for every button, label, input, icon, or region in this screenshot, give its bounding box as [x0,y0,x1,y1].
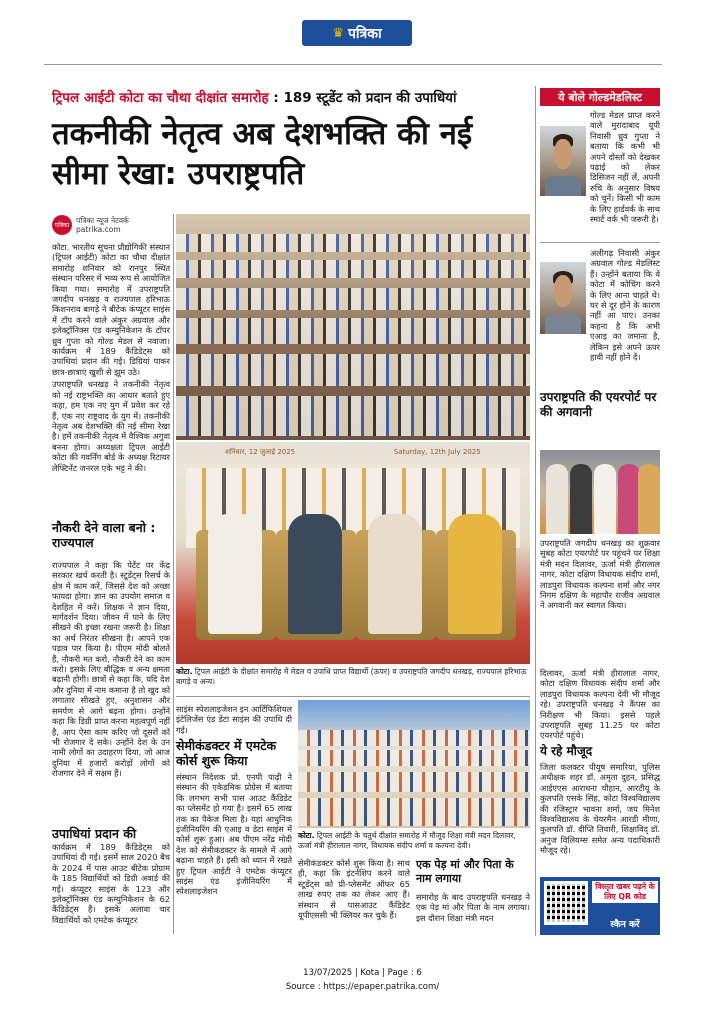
mid-column-body: संस्थान निदेशक प्रो. एनपी पाढ़ी ने संस्थान की एकेडमिक प्रोग्रेस में बताया कि लगभग सभी पास आउट कैंडिडेट का प्लेसमेंट हो गया है। इसमें 65 लाख तक का पैकेज मिला है। यहां आधुनिक इंजीनियरिंग की एआइ व डेटा साइंस में कोर्स शुरू हुआ। अब पीएम नरेंद्र मोदी देश को सेमीकंडक्टर के मामले में आगे बढ़ाना चाहते हैं। इसी को ध्यान में रखते हुए ट्रिपल आईटी ने एमटेक कंप्यूटर साइंस एंड इंजीनियरिंग में स्पेशलाइजेशन [176,772,292,897]
main-photo-caption: कोटा. ट्रिपल आईटी के दीक्षांत समारोह में मेडल व उपाधि प्राप्त विद्यार्थी (ऊपर) व उपराष्ट्रपति जगदीप धनखड़, राज्यपाल हरिभाऊ बागड़े व अन्य। [176,667,527,686]
article-paragraph: उपराष्ट्रपति धनखड़ ने तकनीकी नेतृत्व को नई राष्ट्रभक्ति का आधार बताते हुए कहा, हम एक नए युग में प्रवेश कर रहे हैं, एक नए राष्ट्रवाद के युग में। तकनीकी नेतृत्व अब देशभक्ति की नई सीमा रेखा है। हमें तकनीकी नेतृत्व में वैश्विक अगुवा बनना होगा। अध्यक्षता ट्रिपल आईटी कोटा की गवर्निंग बोर्ड के अध्यक्ष रिटायर लेफ्टिनेंट जनरल एके भट्ट ने की। [52,379,170,473]
byline-logo: पत्रिका [52,215,72,235]
article-column-1b [52,560,170,822]
qr-promo-text: विस्तृत खबर पढ़ने के लिए QR कोड [592,881,658,903]
sidebar-gold2: अलीगढ़ निवासी अंकुर अग्रवाल गोल्ड मेडलिस्ट हैं। उन्होंने बताया कि वे कोटा में कोचिंग करने के लिए आना चाहते थे। घर से दूर होने के कारण नहीं आ पाए। उनका कहना है कि अभी एआइ का जमाना है, लेकिन इसे अपने ऊपर हावी नहीं होने दें। [590,248,660,363]
qr-code-icon[interactable] [544,881,588,925]
photo-banner-hindi-date: शनिवार, 12 जुलाई 2025 [225,447,296,456]
qr-promo-box[interactable] [540,877,660,935]
photo-graduates-hall [176,214,530,440]
byline [52,214,172,236]
masthead-logo[interactable] [302,20,412,46]
sidebar-airport-text-2: दिलावर, ऊर्जा मंत्री हीरालाल नागर, कोटा दक्षिण विधायक संदीप शर्मा और लाडपुरा विधायक कल्पना देवी भी मौजूद रहे। उपराष्ट्रपति धनखड़ ने कैंपस का निरीक्षण भी किया। इससे पहले उपराष्ट्रपति सुबह 11.25 पर कोटा एयरपोर्ट पहुंचे। [540,668,660,741]
subhead-airport: उपराष्ट्रपति की एयरपोर्ट पर की अगवानी [540,390,657,419]
photo-audience-ministers [298,700,530,828]
mid-column-top: साइंस स्पेशलाइजेशन इन आर्टिफिशियल इंटेलिजेंस एंड डेटा साइंस की उपाधि दी गई। [176,704,292,735]
mid-column-2: सेमीकंडक्टर कोर्स शुरू किया है। साथ ही, कहा कि इंटर्नशिप करने वाले स्टूडेंट्स को प्री-प्लेसमेंट ऑफर 65 लाख रुपए तक का लेकर आए हैं। संस्थान से पासआउट कैंडिडेट यूपीएससी भी क्लियर कर चुके हैं। [298,858,410,921]
byline-source: पत्रिका न्यूज नेटवर्क [76,216,129,225]
subhead-semiconductor: सेमीकंडक्टर में एमटेक कोर्स शुरू किया [176,738,277,768]
sidebar-header: ये बोले गोल्डमेडलिस्ट [540,88,660,106]
subhead-degrees: उपाधियां प्रदान की [52,826,137,841]
audience-photo-caption: कोटा. ट्रिपल आईटी के चतुर्थ दीक्षांत समारोह में मौजूद शिक्षा मंत्री मदन दिलावर, ऊर्जा मंत्री हीरालाल नागर, विधायक संदीप शर्मा व कल्पना देवी। [298,831,516,850]
tree-text: समारोह के बाद उपराष्ट्रपति धनखड़ ने एक पेड़ मां और पिता के नाम लगाया। इस दौरान शिक्षा मंत्री मदन [416,892,530,923]
footer-date-page: 13/07/2025 | Kota | Page : 6 [303,968,422,978]
page-headline: तकनीकी नेतृत्व अब देशभक्ति की नई सीमा रेखा: उपराष्ट्रपति [52,116,473,192]
subhead-tree: एक पेड़ मां और पिता के नाम लगाया [416,858,514,885]
sidebar-present-text: जिला कलक्टर पीयूष समारिया, पुलिस अधीक्षक शहर डॉ. अमृता दुहन, प्रसिद्ध आईएएस आराधना चौहान, आरटीयू के कुलपति एसके सिंह, कोटा विश्वविद्यालय की रजिस्ट्रार भावना शर्मा, जय मिनेश विश्वविद्यालय के चेयरमैन आरडी मीणा, कुलपति डॉ. दीप्ति तिवारी, शिक्षाविद् डॉ. अनुज विलियम्स समेत अन्य पदाधिकारी मौजूद रहे। [540,762,660,856]
photo-banner-english-date: Saturday, 12th July 2025 [393,448,481,456]
article-paragraph: राज्यपाल ने कहा कि पेटेंट पर केंद्र सरकार खर्च करती है। स्टूडेंट्स रिसर्च के क्षेत्र में काम करें, जिससे देश को अच्छा फायदा होगा। ज्ञान का उपयोग समाज व देशहित में करें। शिक्षक ने ज्ञान दिया, मार्गदर्शन दिया। जीवन में पाने के लिए सीखने की इच्छा रखना जरूरी है। शिक्षा का अर्थ निरंतर सीखना है। आपने एक पड़ाव पार किया है। पीएम मोदी बोलते हैं, नौकरी मत करो, नौकरी देने का काम करो। इसके लिए बौद्धिक व अन्य क्षमता बढ़ानी होगी। छात्रों से कहा कि, यदि देश और दुनिया में नाम कमाना है तो खुद को लगातार सीखते हुए, अनुशासन और समर्पण से आगे बढ़ना होगा। उन्होंने कहा कि डिग्री प्राप्त करना महत्वपूर्ण नहीं है, आप ऐसा काम करिए जो दूसरों को भी रोजगार दे सके। उन्होंने देश के उन नामी लोगों का उदाहरण दिया, जो आज दुनिया में हजारों करोड़ों लोगों को रोजगार देने में सक्षम हैं। [52,560,170,779]
sidebar-airport-text: उपराष्ट्रपति जगदीप धनखड़ का शुक्रवार सुबह कोटा एयरपोर्ट पर पहुंचने पर शिक्षा मंत्री मदन दिलावर, ऊर्जा मंत्री हीरालाल नागर, कोटा दक्षिण विधायक संदीप शर्मा, लाडपुरा विधायक कल्पना शर्मा और नगर निगम दक्षिण के महापौर राजीव अग्रवाल ने अगवानी कर स्वागत किया। [540,538,660,611]
qr-scan-label: स्कैन करें [610,920,640,930]
byline-site: patrika.com [76,225,121,234]
photo-airport-welcome [540,450,660,534]
article-column-1 [52,242,170,504]
sidebar-gold1: गोल्ड मेडल प्राप्त करने वाले मुरादाबाद यूपी निवासी ध्रुव गुप्ता ने बताया कि कभी भी अपने दोस्तों को देखकर पढ़ाई को लेकर डिसिजन नहीं लें, अपनी रुचि के अनुसार विषय को चुनें। किसी भी काम के लिए हार्डवर्क के साथ स्मार्ट वर्क भी जरूरी है। [590,110,660,225]
footer-source[interactable]: Source : https://epaper.patrika.com/ [285,982,440,992]
subhead-employer: नौकरी देने वाला बनो : राज्यपाल [52,520,156,550]
subhead-present: ये रहे मौजूद [540,744,593,758]
photo-stage-dignitaries [176,442,530,664]
lion-emblem-icon: ♛ [332,25,344,41]
article-column-1c [52,842,170,934]
kicker-line [52,88,522,106]
article-paragraph: कार्यक्रम में 189 कैंडिडेट्स को उपाधियां दी गई। इसमें साल 2020 बैच के 2024 में पास आउट बीटेक प्रोग्राम के 185 विद्यार्थियों को डिग्री अवार्ड की गई। कंप्यूटर साइंस के 123 और इलेक्ट्रॉनिक्स एंड कम्युनिकेशन के 62 कैंडिडेट्स हैं। इसके अलावा चार विद्यार्थियों को एमटेक कंप्यूटर [52,842,170,925]
article-paragraph: कोटा. भारतीय सूचना प्रौद्योगिकी संस्थान (ट्रिपल आईटी) कोटा का चौथा दीक्षांत समारोह शनिवार को रानपुर स्थित संस्थान परिसर में भव्य रूप से आयोजित किया गया। समारोह में उपराष्ट्रपति जगदीप धनखड़ व राज्यपाल हरिभाऊ किशनराव बागड़े ने बीटेक कंप्यूटर साइंस में टॉप करने वाले अंकुर अग्रवाल और इलेक्ट्रॉनिक्स एंड कम्युनिकेशन के टॉपर ध्रुव गुप्ता को गोल्ड मेडल से नवाजा। कार्यक्रम में 189 कैंडिडेट्स को उपाधियां प्रदान की गई। डिग्रियां पाकर छात्र-छात्राएं खुशी से झूम उठे। [52,242,170,377]
kicker-event: ट्रिपल आईटी कोटा का चौथा दीक्षांत समारोह [52,90,269,106]
kicker-detail: : 189 स्टूडेंट को प्रदान की उपाधियां [268,90,457,106]
masthead-brand: पत्रिका [347,25,382,42]
